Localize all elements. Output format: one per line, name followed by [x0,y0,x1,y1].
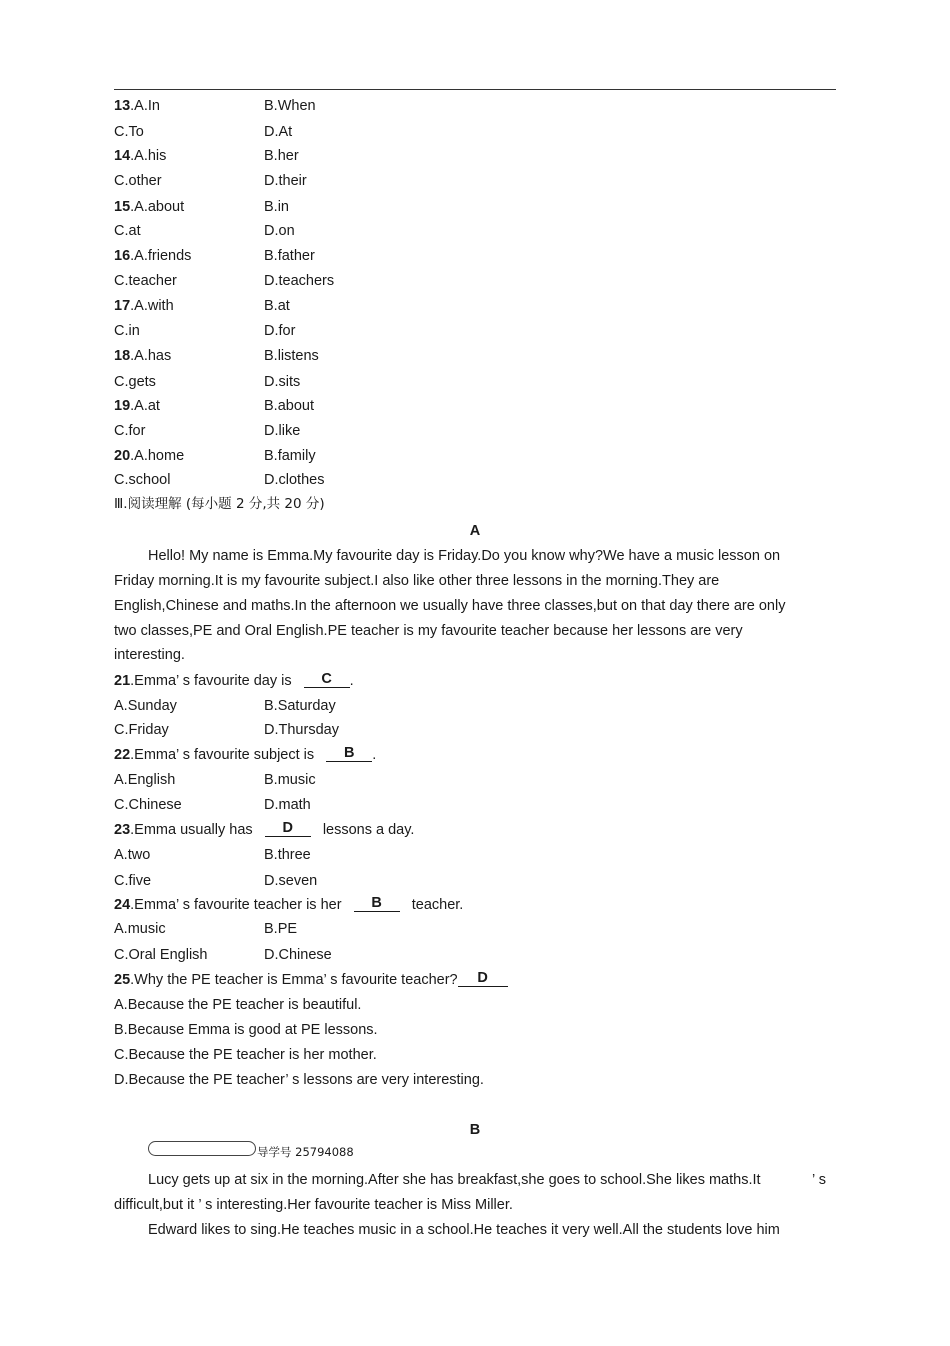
passage-b-line-1: Lucy gets up at six in the morning.After she has breakfast,she goes to school.She likes maths.It [148,1172,761,1188]
q18-b: B.listens [264,348,319,364]
q22-b: B.music [264,772,316,788]
q22-answer: B [326,746,372,762]
q15-b: B.in [264,199,289,215]
q23-b: B.three [264,847,311,863]
q25-answer: D [458,971,508,987]
q17-b: B.at [264,298,290,314]
passage-b-line-2: difficult,but it ’ s interesting.Her favourite teacher is Miss Miller. [114,1197,513,1213]
q25-choice-d: D.Because the PE teacher’ s lessons are very interesting. [114,1072,484,1088]
q23-c: C.five [114,873,152,889]
q15-c: C.at [114,223,141,239]
q19-d: D.like [264,423,301,439]
passage-b-line-3: Edward likes to sing.He teaches music in a school.He teaches it very well.All the students love him [148,1222,780,1238]
q23-answer: D [265,821,311,837]
q18-a: 18.A.has [114,348,172,364]
q24-d: D.Chinese [264,947,332,963]
q13-c: C.To [114,124,144,140]
q15-a: 15.A.about [114,199,185,215]
guide-box [148,1141,256,1156]
q24-stem: 24.Emma’ s favourite teacher is her B teacher. [114,895,464,913]
passage-a-line-4: two classes,PE and Oral English.PE teacher is my favourite teacher because her lessons are very [114,623,743,639]
q17-d: D.for [264,323,296,339]
q23-stem: 23.Emma usually has D lessons a day. [114,820,415,838]
passage-a-line-5: interesting. [114,647,185,663]
q25-stem: 25.Why the PE teacher is Emma’ s favourite teacher? D [114,971,508,989]
q13-b: B.When [264,98,316,114]
q14-d: D.their [264,173,307,189]
q20-d: D.clothes [264,472,325,488]
passage-a-label: A [469,523,481,539]
passage-a-line-3: English,Chinese and maths.In the afternoon we usually have three classes,but on that day there are only [114,598,786,614]
q13-a: 13.A.In [114,98,160,114]
q21-a: A.Sunday [114,698,177,714]
q20-c: C.school [114,472,171,488]
q25-choice-c: C.Because the PE teacher is her mother. [114,1047,377,1063]
q13-d: D.At [264,124,293,140]
passage-a-line-2: Friday morning.It is my favourite subject.I also like other three lessons in the morning.They are [114,573,720,589]
q19-c: C.for [114,423,146,439]
q15-d: D.on [264,223,295,239]
q21-answer: C [304,672,350,688]
guide-number: 导学号 25794088 [257,1145,354,1159]
q25-choice-b: B.Because Emma is good at PE lessons. [114,1022,378,1038]
q24-a: A.music [114,921,166,937]
q22-stem: 22.Emma’ s favourite subject is B . [114,745,377,763]
q22-d: D.math [264,797,311,813]
q17-c: C.in [114,323,140,339]
q18-d: D.sits [264,374,301,390]
q16-a: 16.A.friends [114,248,192,264]
passage-b-label: B [469,1122,481,1138]
q17-a: 17.A.with [114,298,174,314]
passage-a-line-1: Hello! My name is Emma.My favourite day is Friday.Do you know why?We have a music lesson on [148,548,781,564]
q22-c: C.Chinese [114,797,182,813]
passage-b-line-1-tail: ’ s [812,1172,826,1188]
q23-d: D.seven [264,873,318,889]
q14-c: C.other [114,173,162,189]
section-heading: Ⅲ.阅读理解 (每小题 2 分,共 20 分) [114,496,325,512]
q21-b: B.Saturday [264,698,336,714]
q14-a: 14.A.his [114,148,167,164]
q18-c: C.gets [114,374,156,390]
q16-d: D.teachers [264,273,335,289]
header-rule [114,89,836,90]
q19-a: 19.A.at [114,398,160,414]
q25-choice-a: A.Because the PE teacher is beautiful. [114,997,362,1013]
q22-a: A.English [114,772,176,788]
q19-b: B.about [264,398,314,414]
q21-stem: 21.Emma’ s favourite day is C . [114,671,354,689]
q21-d: D.Thursday [264,722,339,738]
q20-a: 20.A.home [114,448,185,464]
q16-b: B.father [264,248,315,264]
q24-answer: B [354,896,400,912]
q21-c: C.Friday [114,722,169,738]
q24-c: C.Oral English [114,947,208,963]
q24-b: B.PE [264,921,298,937]
q23-a: A.two [114,847,151,863]
q14-b: B.her [264,148,299,164]
q16-c: C.teacher [114,273,177,289]
q20-b: B.family [264,448,316,464]
